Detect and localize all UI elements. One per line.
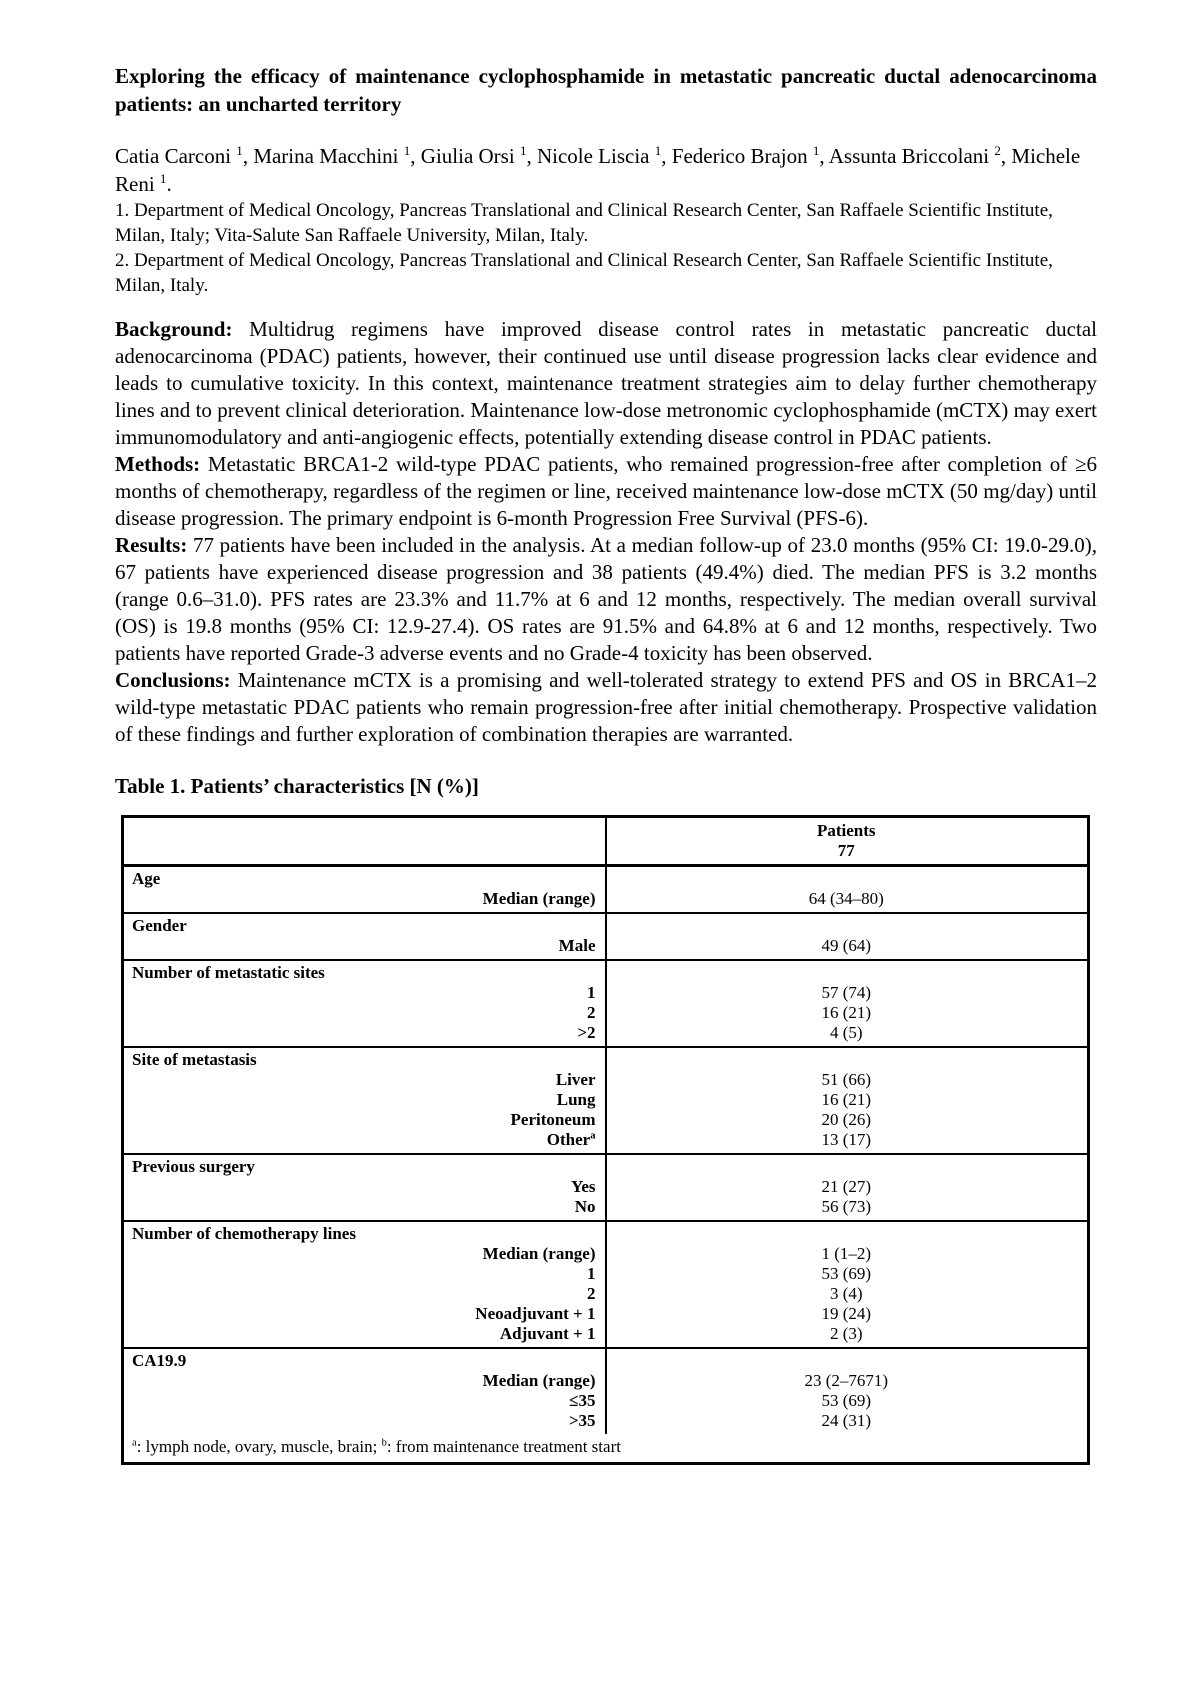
paper-title: Exploring the efficacy of maintenance cyclophosphamide in metastatic pancreatic ductal adenocarcinoma patients: an uncharted territory [115, 64, 1097, 116]
row-label: ≤35 [569, 1391, 596, 1410]
row-value: 16 (21) [821, 1003, 872, 1022]
author-affiliation-sup: 1 [236, 143, 243, 158]
methods-label: Methods: [115, 452, 201, 476]
row-label: 2 [587, 1003, 596, 1022]
row-label: Median (range) [482, 1244, 596, 1263]
row-label: 2 [587, 1284, 596, 1303]
table-body [124, 818, 1087, 1434]
section-title-spacer [606, 867, 1088, 889]
affiliation-1: 1. Department of Medical Oncology, Pancreas Translational and Clinical Research Center, San Raffaele Scientific Institute, Milan, Italy; Vita-Salute San Raffaele University, Milan, Italy. [115, 200, 1053, 246]
section-title: Number of metastatic sites [132, 963, 325, 982]
section-title: Number of chemotherapy lines [132, 1224, 356, 1243]
section-title: Previous surgery [132, 1157, 255, 1176]
row-value: 16 (21) [821, 1090, 872, 1109]
conclusions-text: Maintenance mCTX is a promising and well-tolerated strategy to extend PFS and OS in BRCA1–2 wild-type metastatic PDAC patients who remain progression-free after initial chemotherapy. Prospective validation of these findings and further exploration of combination therapies are warranted. [115, 668, 1097, 746]
row-value: 1 (1–2) [821, 1244, 872, 1263]
row-value: 49 (64) [821, 936, 872, 955]
row-label: Yes [570, 1177, 596, 1196]
row-value: 20 (26) [821, 1110, 872, 1129]
section-title-spacer [606, 1222, 1088, 1244]
header-patients-count: 77 [837, 841, 855, 860]
row-value: 53 (69) [821, 1264, 872, 1283]
footnote-sup: b [381, 1437, 387, 1449]
row-label: No [574, 1197, 596, 1216]
author-name: , Assunta Briccolani [819, 144, 995, 168]
author-affiliation-sup: 1 [159, 171, 167, 186]
author-affiliation-sup: 1 [654, 143, 662, 158]
author-name: , Federico Brajon [661, 144, 813, 168]
row-label: Adjuvant + 1 [499, 1324, 596, 1343]
section-title-spacer [606, 1349, 1088, 1371]
row-value: 57 (74) [821, 983, 872, 1002]
author-list [115, 142, 1097, 198]
abstract-background [115, 316, 1097, 451]
abstract [115, 316, 1097, 748]
abstract-conclusions [115, 667, 1097, 748]
section-title-spacer [606, 914, 1088, 936]
author-name: . [166, 172, 172, 196]
row-label: Median (range) [482, 889, 596, 908]
author-affiliation-sup: 1 [403, 143, 411, 158]
conclusions-label: Conclusions: [115, 668, 231, 692]
affiliation-list [115, 198, 1097, 298]
table-title: Table 1. Patients’ characteristics [N (%)] [115, 774, 479, 798]
patients-characteristics-table [121, 815, 1090, 1465]
background-text: Multidrug regimens have improved disease control rates in metastatic pancreatic ductal adenocarcinoma (PDAC) patients, however, their continued use until disease progression lacks clear evidence and leads to cumulative toxicity. In this context, maintenance treatment strategies aim to delay further chemotherapy lines and to prevent clinical deterioration. Maintenance low-dose metronomic cyclophosphamide (mCTX) may exert immunomodulatory and anti-angiogenic effects, potentially extending disease control in PDAC patients. [115, 317, 1097, 449]
row-label: Male [558, 936, 596, 955]
results-label: Results: [115, 533, 188, 557]
row-label: Neoadjuvant + 1 [475, 1304, 596, 1323]
row-value: 23 (2–7671) [804, 1371, 889, 1390]
row-label: Lung [556, 1090, 596, 1109]
row-value: 19 (24) [821, 1304, 872, 1323]
row-value: 24 (31) [821, 1411, 872, 1430]
author-name: , Marina Macchini [242, 144, 404, 168]
section-title-spacer [606, 961, 1088, 983]
author-affiliation-sup: 1 [519, 143, 527, 158]
row-label: 1 [587, 1264, 596, 1283]
section-title: Gender [132, 916, 187, 935]
footnote-segment: : lymph node, ovary, muscle, brain; [136, 1437, 382, 1456]
footnote-text [132, 1437, 621, 1456]
row-value: 3 (4) [829, 1284, 863, 1303]
row-value: 13 (17) [821, 1130, 872, 1149]
section-title: Site of metastasis [132, 1050, 257, 1069]
header-empty-cell [124, 821, 606, 861]
row-value: 51 (66) [821, 1070, 872, 1089]
row-value: 2 (3) [829, 1324, 863, 1343]
author-affiliation-sup: 2 [994, 143, 1001, 158]
row-label: Liver [555, 1070, 596, 1089]
table-footnote [124, 1434, 1087, 1462]
row-label: Median (range) [482, 1371, 596, 1390]
row-label: 1 [587, 983, 596, 1002]
row-value: 56 (73) [821, 1197, 872, 1216]
methods-text: Metastatic BRCA1-2 wild-type PDAC patients, who remained progression-free after completion of ≥6 months of chemotherapy, regardless of the regimen or line, received maintenance low-dose mCTX (50 mg/day) until disease progression. The primary endpoint is 6-month Progression Free Survival (PFS-6). [115, 452, 1097, 530]
row-label: >2 [577, 1023, 596, 1042]
footnote-segment: : from maintenance treatment start [386, 1437, 621, 1456]
row-label-sup: a [590, 1130, 596, 1142]
author-name: Catia Carconi [115, 144, 237, 168]
header-patients-cell [606, 821, 1088, 861]
author-name: , Giulia Orsi [410, 144, 520, 168]
row-value: 53 (69) [821, 1391, 872, 1410]
background-label: Background: [115, 317, 233, 341]
row-label: >35 [568, 1411, 596, 1430]
section-title: Age [132, 869, 161, 888]
header-patients-label: Patients [816, 821, 876, 840]
results-text: 77 patients have been included in the analysis. At a median follow-up of 23.0 months (95% CI: 19.0-29.0), 67 patients have experienced disease progression and 38 patients (49.4%) died. The median PFS is 3.2 months (range 0.6–31.0). PFS rates are 23.3% and 11.7% at 6 and 12 months, respectively. The median overall survival (OS) is 19.8 months (95% CI: 12.9-27.4). OS rates are 91.5% and 64.8% at 6 and 12 months, respectively. Two patients have reported Grade-3 adverse events and no Grade-4 toxicity has been observed. [115, 533, 1097, 665]
abstract-methods [115, 451, 1097, 532]
column-divider-line [605, 818, 607, 1434]
author-name: , Nicole Liscia [526, 144, 655, 168]
abstract-results [115, 532, 1097, 667]
row-label: Peritoneum [510, 1110, 596, 1129]
footnote-sup: a [132, 1437, 137, 1449]
row-value: 64 (34–80) [808, 889, 884, 908]
section-title-spacer [606, 1155, 1088, 1177]
row-value: 21 (27) [821, 1177, 872, 1196]
row-value: 4 (5) [829, 1023, 863, 1042]
section-title: CA19.9 [132, 1351, 187, 1370]
section-title-spacer [606, 1048, 1088, 1070]
row-label: Other$^a$ [546, 1130, 596, 1149]
author-name: , Michele Reni [115, 144, 1081, 196]
affiliation-2: 2. Department of Medical Oncology, Pancreas Translational and Clinical Research Center, San Raffaele Scientific Institute, Milan, Italy. [115, 250, 1053, 296]
author-affiliation-sup: 1 [812, 143, 820, 158]
